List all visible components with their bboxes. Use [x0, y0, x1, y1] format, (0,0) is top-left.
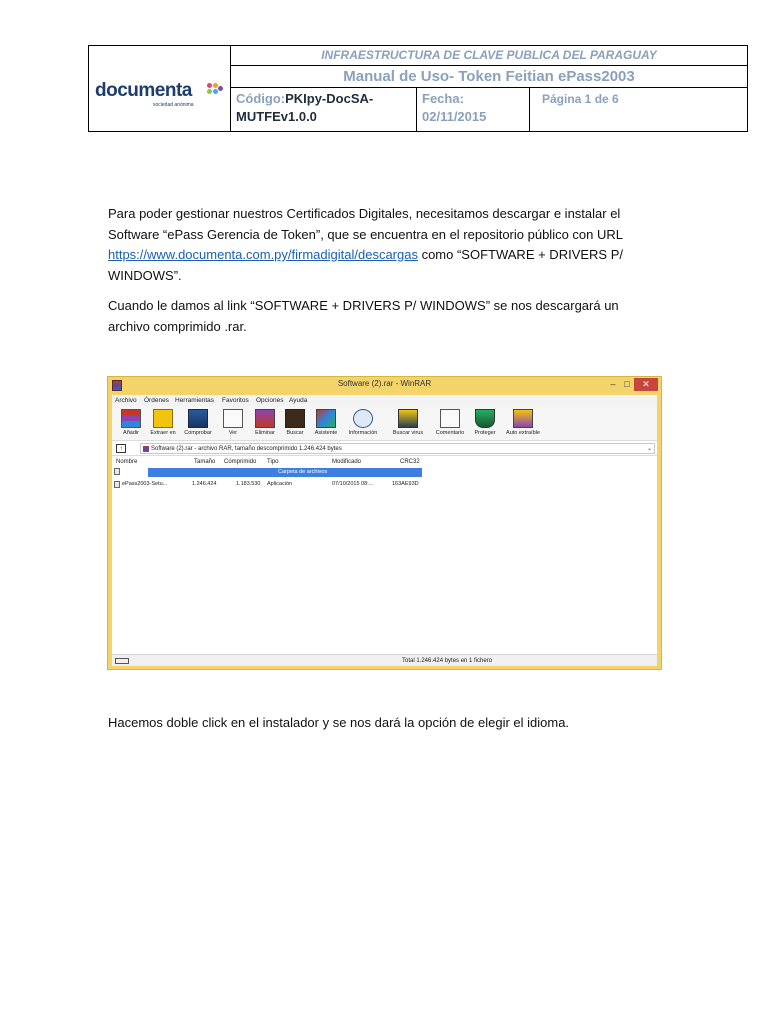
paragraph-intro [108, 204, 668, 286]
file-name: ePass2003-Setu... [122, 481, 168, 487]
toolbar-add-button[interactable] [120, 406, 142, 441]
table-row[interactable] [112, 468, 422, 477]
col-tamano[interactable]: Tamaño [194, 459, 216, 465]
code-value: PKIpy-DocSA- [285, 91, 374, 106]
logo-text: documenta [95, 80, 192, 101]
virus-scan-icon [398, 409, 418, 428]
info-icon [353, 409, 373, 428]
download-line-2: archivo comprimido .rar. [108, 318, 247, 334]
folder-up-icon [114, 468, 120, 475]
toolbar-label: Extraer en [150, 430, 176, 436]
menu-favoritos[interactable]: Favoritos [222, 397, 249, 404]
toolbar-virus-scan-button[interactable] [392, 406, 424, 441]
intro-line-3-rest: como “SOFTWARE + DRIVERS P/ [417, 247, 623, 262]
col-comprimido[interactable]: Comprimido [224, 459, 257, 465]
toolbar-test-button[interactable] [184, 406, 212, 441]
drive-icon [115, 658, 129, 664]
column-headers [112, 457, 657, 467]
toolbar-extract-button[interactable] [152, 406, 174, 441]
toolbar-label: Ver [228, 430, 238, 436]
toolbar-label: Eliminar [255, 430, 275, 436]
winrar-window [107, 376, 662, 670]
comment-icon [440, 409, 460, 428]
chevron-down-icon[interactable]: ⌄ [646, 446, 652, 452]
toolbar-label: Proteger [474, 430, 496, 436]
find-icon [285, 409, 305, 428]
intro-line-4: WINDOWS”. [108, 267, 182, 283]
view-icon [223, 409, 243, 428]
toolbar-label: Buscar [286, 430, 304, 436]
toolbar-label: Comprobar [184, 430, 212, 436]
winrar-titlebar [108, 377, 661, 395]
col-nombre[interactable]: Nombre [116, 459, 138, 465]
extract-icon [153, 409, 173, 428]
file-packed: 1.183.530 [236, 481, 261, 487]
delete-icon [255, 409, 275, 428]
file-type: Aplicación [267, 481, 293, 487]
menu-archivo[interactable]: Archivo [115, 397, 137, 404]
file-size: 1.246.424 [192, 481, 217, 487]
date-cell [417, 88, 530, 131]
toolbar-label: Auto extraíble [506, 430, 540, 436]
page-number: Página 1 de 6 [542, 92, 619, 106]
up-folder-button[interactable]: ↑ [116, 444, 126, 453]
file-crc: 163AE93D [392, 481, 419, 487]
file-modified: 07/10/2015 08:... [332, 481, 374, 487]
toolbar-comment-button[interactable] [435, 406, 465, 441]
toolbar-view-button[interactable] [222, 406, 244, 441]
exe-file-icon [114, 481, 120, 488]
col-crc32[interactable]: CRC32 [400, 459, 420, 465]
protect-icon [475, 409, 495, 428]
logo-subtitle: sociedad anónima [153, 102, 194, 108]
date-value: 02/11/2015 [422, 109, 487, 124]
menu-ordenes[interactable]: Órdenes [144, 397, 169, 404]
logo-cell [89, 46, 231, 131]
file-list [112, 457, 657, 653]
menu-bar [112, 395, 657, 406]
download-link[interactable]: https://www.documenta.com.py/firmadigital/descargas [108, 247, 418, 262]
code-label: Código: [236, 91, 286, 106]
org-title: INFRAESTRUCTURA DE CLAVE PUBLICA DEL PARAGUAY [231, 46, 747, 66]
col-modificado[interactable]: Modificado [332, 459, 362, 465]
table-row[interactable] [112, 480, 422, 489]
toolbar-label: Comentario [435, 430, 465, 436]
toolbar-protect-button[interactable] [474, 406, 496, 441]
menu-ayuda[interactable]: Ayuda [289, 397, 308, 404]
paragraph-install: Hacemos doble click en el instalador y se nos dará la opción de elegir el idioma. [108, 715, 570, 730]
menu-herramientas[interactable]: Herramientas [175, 397, 215, 404]
winrar-body [112, 395, 657, 666]
toolbar-wizard-button[interactable] [315, 406, 337, 441]
logo-dots-icon [207, 83, 223, 97]
date-label: Fecha: [422, 91, 464, 106]
close-button[interactable]: ✕ [634, 378, 658, 391]
add-icon [121, 409, 141, 428]
toolbar-label: Buscar virus [392, 430, 424, 436]
minimize-button[interactable]: – [610, 379, 616, 389]
winrar-title: Software (2).rar - WinRAR [337, 379, 432, 388]
test-icon [188, 409, 208, 428]
toolbar-label: Asistente [314, 430, 338, 436]
toolbar-label: Añadir [123, 430, 139, 436]
maximize-button[interactable]: □ [624, 379, 630, 389]
download-line-1: Cuando le damos al link “SOFTWARE + DRIVERS P/ WINDOWS” se nos descargará un [108, 298, 619, 313]
intro-line-1: Para poder gestionar nuestros Certificados Digitales, necesitamos descargar e instalar el [108, 206, 621, 221]
rar-file-icon [143, 446, 149, 452]
documenta-logo [95, 80, 194, 108]
sfx-icon [513, 409, 533, 428]
toolbar-sfx-button[interactable] [506, 406, 540, 441]
doc-title: Manual de Uso- Token Feitian ePass2003 [231, 66, 747, 88]
menu-opciones[interactable]: Opciones [256, 397, 284, 404]
status-text: Total 1.246.424 bytes en 1 fichero [402, 658, 493, 664]
status-bar [112, 654, 657, 666]
col-tipo[interactable]: Tipo [267, 459, 279, 465]
archive-path: Software (2).rar - archivo RAR, tamaño descomprimido 1.246.424 bytes [151, 446, 342, 452]
paragraph-download [108, 296, 668, 337]
code-cell [231, 88, 417, 131]
intro-line-2: Software “ePass Gerencia de Token”, que se encuentra en el repositorio público con URL [108, 226, 623, 242]
wizard-icon [316, 409, 336, 428]
archive-path-field[interactable] [140, 443, 655, 454]
code-value-line2: MUTFEv1.0.0 [236, 109, 317, 124]
folder-row-label: Carpeta de archivos [278, 469, 328, 475]
address-bar [112, 442, 657, 456]
document-header [88, 45, 748, 132]
toolbar-label: Información [348, 430, 378, 436]
toolbar-info-button[interactable] [348, 406, 378, 441]
winrar-toolbar [112, 406, 657, 441]
